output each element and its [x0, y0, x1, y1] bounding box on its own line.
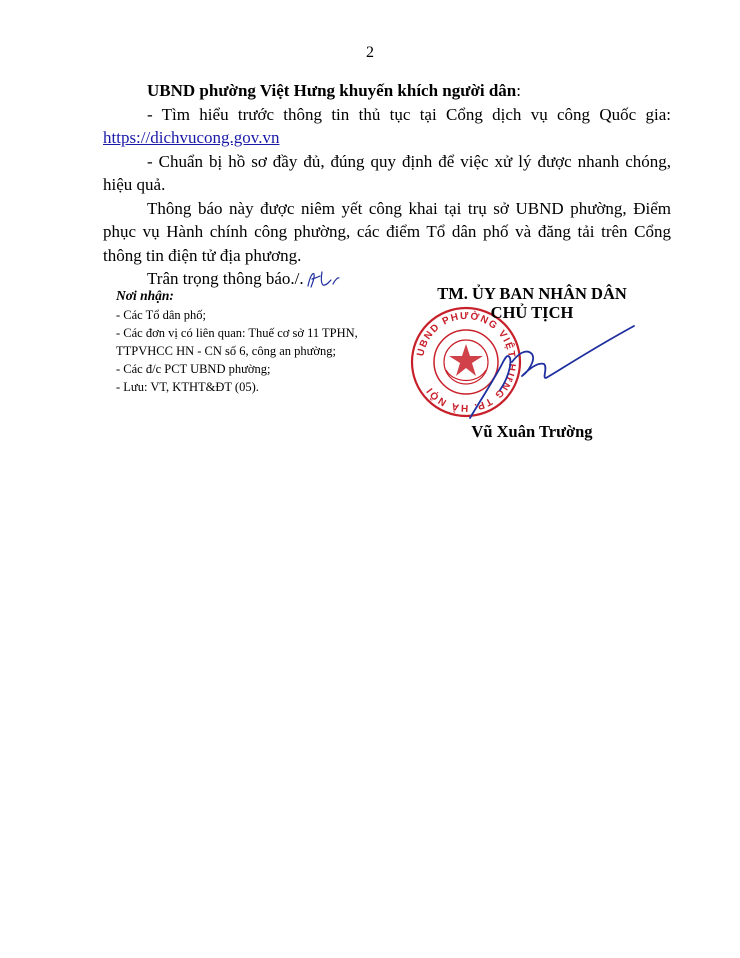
notice-paragraph: Thông báo này được niêm yết công khai tại trụ sở UBND phường, Điểm phục vụ Hành chính công phường, các điểm Tổ dân phố và đăng tải trên Cổng thông tin điện tử địa phương.: [103, 198, 671, 265]
recipients-heading: Nơi nhận:: [116, 288, 174, 303]
item1-paragraph: [103, 103, 671, 150]
dichvucong-link[interactable]: https://dichvucong.gov.vn: [103, 128, 280, 147]
svg-text:UBND PHƯỜNG VIỆT HƯNG TP. HÀ N: UBND PHƯỜNG VIỆT HƯNG TP. HÀ NỘI: [415, 310, 518, 414]
document-body: [103, 79, 671, 291]
item2-paragraph: - Chuẩn bị hồ sơ đầy đủ, đúng quy định để việc xử lý được nhanh chóng, hiệu quả.: [103, 151, 671, 194]
recipient-line: - Các đơn vị có liên quan: Thuế cơ sở 11 TPHN,: [116, 326, 358, 340]
recipients-list: [116, 287, 406, 396]
item1-text: - Tìm hiểu trước thông tin thủ tục tại Cổng dịch vụ công Quốc gia:: [147, 104, 671, 124]
recipient-line: - Lưu: VT, KTHT&ĐT (05).: [116, 380, 259, 394]
sign-title-line2: CHỦ TỊCH: [490, 303, 574, 322]
recipient-line: - Các đ/c PCT UBND phường;: [116, 362, 271, 376]
sign-title-line1: TM. ỦY BAN NHÂN DÂN: [437, 284, 627, 303]
handwritten-signature-icon: [430, 318, 640, 428]
recipient-line: TTPVHCC HN - CN số 6, công an phường;: [116, 344, 336, 358]
page-number: 2: [366, 44, 374, 61]
intro-colon: :: [516, 81, 521, 100]
intro-text: UBND phường Việt Hưng khuyến khích người dân: [147, 81, 517, 100]
closing-text: Trân trọng thông báo./.: [147, 269, 304, 288]
recipient-line: - Các Tổ dân phố;: [116, 308, 207, 322]
signer-name: Vũ Xuân Trường: [471, 422, 593, 441]
intro-paragraph: [103, 79, 671, 103]
